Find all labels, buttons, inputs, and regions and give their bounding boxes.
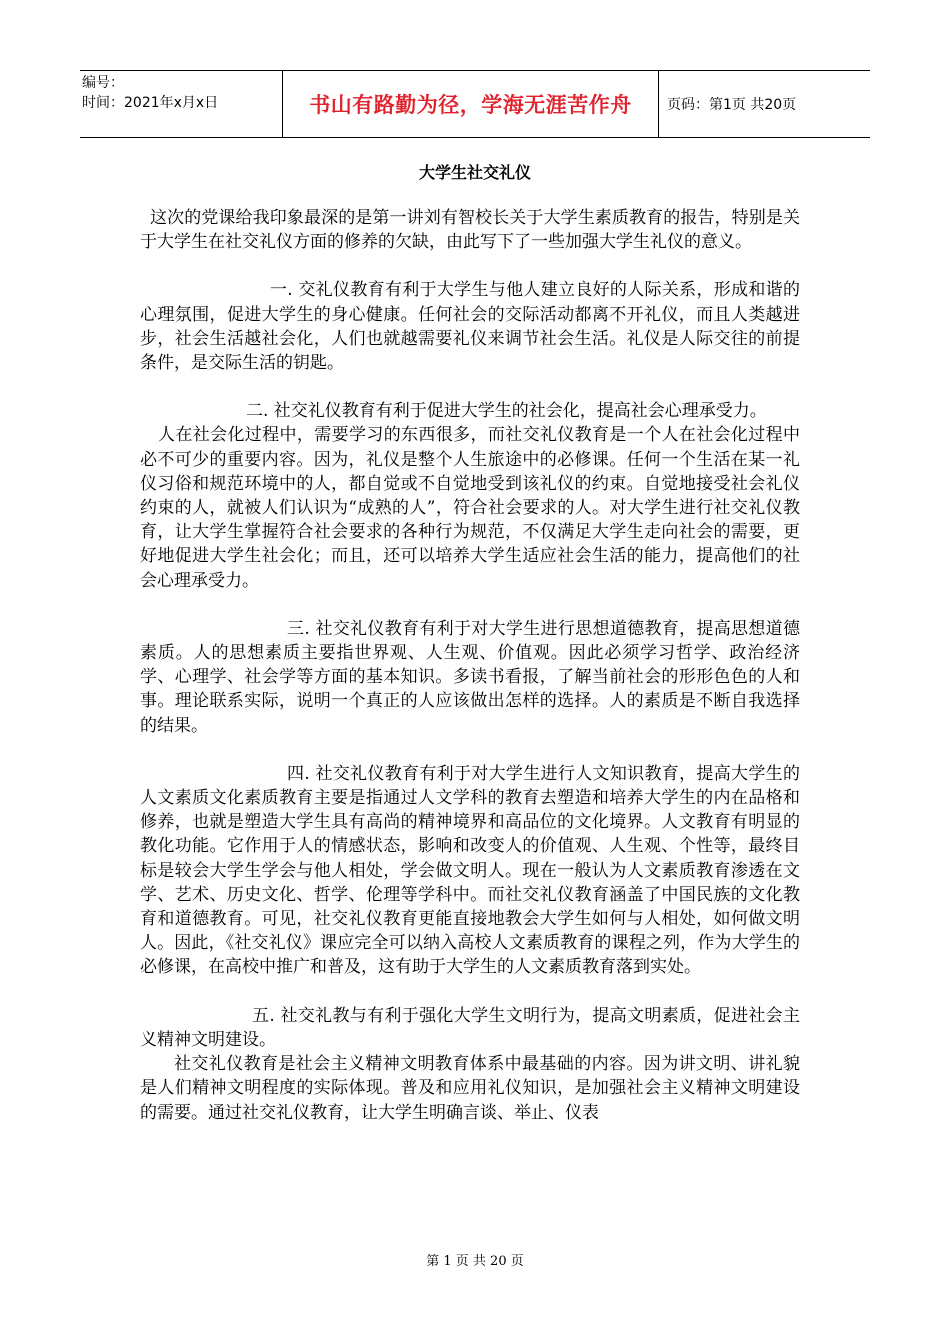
- section-3-paragraph: 三. 社交礼仪教育有利于对大学生进行思想道德教育，提高思想道德素质。人的思想素质主要指世界观、人生观、价值观。因此必须学习哲学、政治经济学、心理学、社会学等方面的基本知识。多读书看报，了解当前社会的形形色色的人和事。理论联系实际，说明一个真正的人应该做出怎样的选择。人的素质是不断自我选择的结果。: [140, 618, 800, 736]
- section-2-paragraph: 人在社会化过程中，需要学习的东西很多，而社交礼仪教育是一个人在社会化过程中必不可少的重要内容。因为，礼仪是整个人生旅途中的必修课。任何一个生活在某一礼仪习俗和规范环境中的人，都自觉或不自觉地受到该礼仪的约束。自觉地接受社会礼仪约束的人，就被人们认识为“成熟的人”，符合社会要求的人。对大学生进行社交礼仪教育，让大学生掌握符合社会要求的各种行为规范，不仅满足大学生走向社会的需要，更好地促进大学生社会化；而且，还可以培养大学生适应社会生活的能力，提高他们的社会心理承受力。: [140, 425, 800, 591]
- document-body: [140, 206, 800, 1125]
- section-4-paragraph: 四. 社交礼仪教育有利于对大学生进行人文知识教育，提高大学生的人文素质文化素质教育主要是指通过人文学科的教育去塑造和培养大学生的内在品格和修养，也就是塑造大学生具有高尚的精神境界和高品位的文化境界。人文教育有明显的教化功能。它作用于人的情感状态，影响和改变人的价值观、人生观、个性等，最终目标是较会大学生学会与他人相处，学会做文明人。现在一般认为人文素质教育渗透在文学、艺术、历史文化、哲学、伦理等学科中。而社交礼仪教育涵盖了中国民族的文化教育和道德教育。可见，社交礼仪教育更能直接地教会大学生如何与人相处，如何做文明人。因此，《社交礼仪》课应完全可以纳入高校人文素质教育的课程之列，作为大学生的必修课，在高校中推广和普及，这有助于大学生的人文素质教育落到实处。: [140, 763, 800, 978]
- page-footer: 第 1 页 共 20 页: [426, 1254, 524, 1269]
- header-slogan: 书山有路勤为径，学海无涯苦作舟: [309, 93, 632, 117]
- section-5-paragraph: 社交礼仪教育是社会主义精神文明教育体系中最基础的内容。因为讲文明、讲礼貌是人们精神文明程度的实际体现。普及和应用礼仪知识，是加强社会主义精神文明建设的需要。通过社交礼仪教育，让大学生明确言谈、举止、仪表: [140, 1054, 800, 1123]
- section-1-paragraph: 一. 交礼仪教育有利于大学生与他人建立良好的人际关系，形成和谐的心理氛围，促进大学生的身心健康。任何社会的交际活动都离不开礼仪，而且人类越进步，社会生活越社会化，人们也就越需要礼仪来调节社会生活。礼仪是人际交往的前提条件，是交际生活的钥匙。: [140, 280, 800, 374]
- header-meta-cell: [80, 71, 283, 137]
- document-title: 大学生社交礼仪: [418, 163, 531, 182]
- intro-paragraph: 这次的党课给我印象最深的是第一讲刘有智校长关于大学生素质教育的报告，特别是关于大学生在社交礼仪方面的修养的欠缺，由此写下了一些加强大学生礼仪的意义。: [140, 208, 800, 253]
- section-5-heading: 五. 社交礼教与有利于强化大学生文明行为，提高文明素质，促进社会主义精神文明建设。: [140, 1005, 800, 1050]
- header-page-cell: [659, 71, 870, 137]
- header-page-info: 页码：第1页 共20页: [667, 97, 797, 113]
- section-2-heading: 二. 社交礼仪教育有利于促进大学生的社会化，提高社会心理承受力。: [246, 401, 767, 422]
- header-table: [80, 70, 870, 138]
- header-slogan-cell: [283, 71, 659, 137]
- document-date-label: 时间：2021年x月x日: [82, 95, 219, 111]
- document-number-label: 编号：: [82, 75, 124, 91]
